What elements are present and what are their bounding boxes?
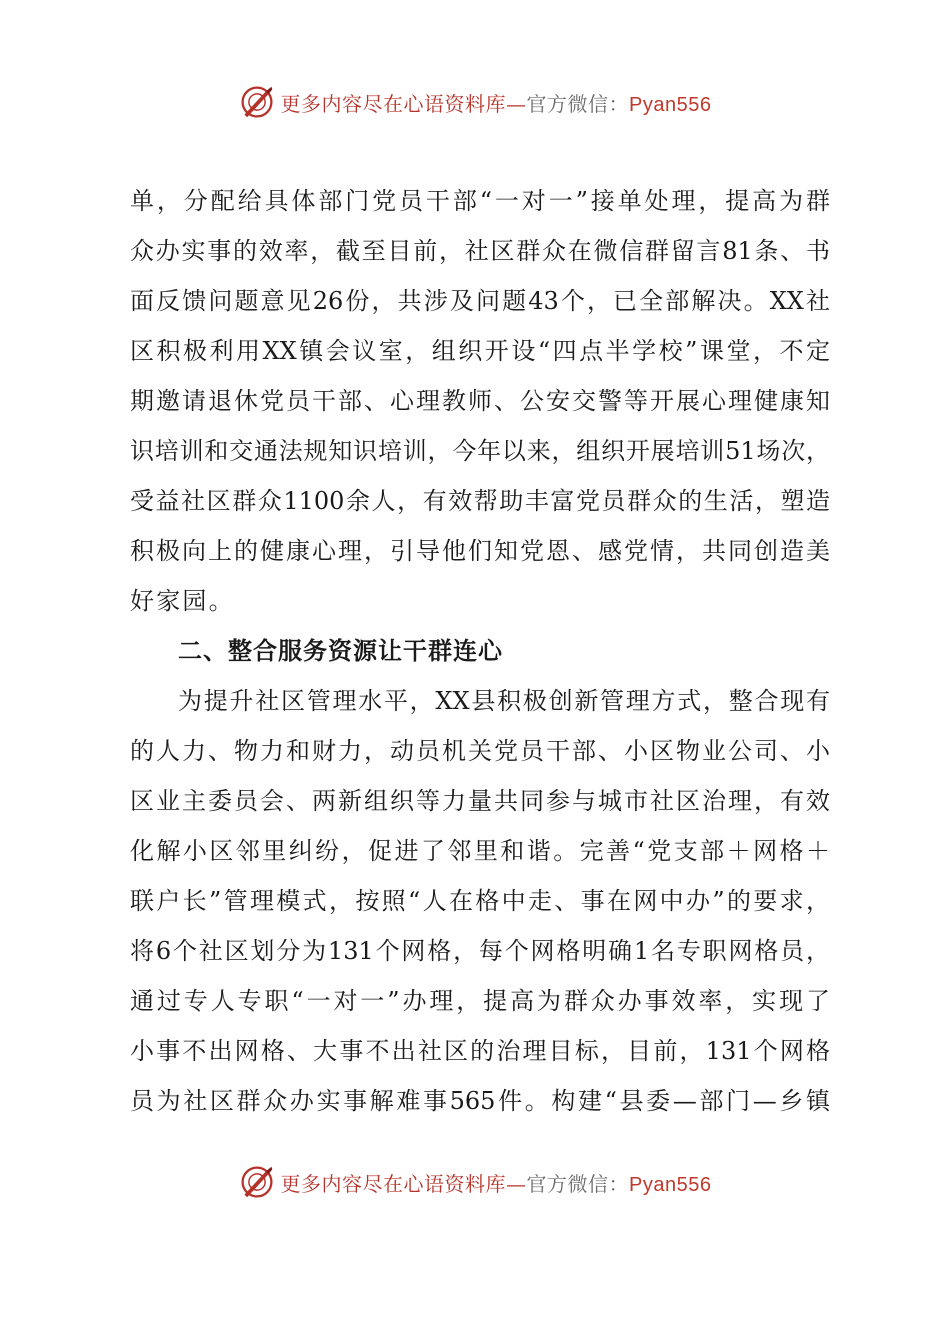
paragraph-line: 区业主委员会、两新组织等力量共同参与城市社区治理，有效: [130, 787, 830, 815]
footer-banner: [0, 1162, 950, 1202]
section-heading: 二、整合服务资源让干群连心: [178, 637, 503, 665]
footer-banner-text: [281, 1168, 712, 1197]
paragraph-line: 小事不出网格、大事不出社区的治理目标，目前，131个网格: [130, 1037, 830, 1065]
paragraph-line: 区积极利用XX镇会议室，组织开设“四点半学校”课堂，不定: [130, 337, 830, 365]
footer-banner-title: 更多内容尽在心语资料库—: [280, 1171, 527, 1196]
header-banner-text: [281, 88, 712, 117]
library-logo-icon: [239, 84, 275, 120]
header-banner-wechat-id: Pyan556: [629, 93, 712, 116]
footer-banner-inner: [239, 1164, 712, 1200]
paragraph-line: 面反馈问题意见26份，共涉及问题43个，已全部解决。XX社: [130, 287, 830, 315]
header-banner-inner: [239, 84, 712, 120]
library-logo-icon: [239, 1164, 275, 1200]
paragraph-line: 众办实事的效率，截至目前，社区群众在微信群留言81条、书: [130, 237, 830, 265]
paragraph-line: 期邀请退休党员干部、心理教师、公安交警等开展心理健康知: [130, 387, 830, 415]
paragraph-line: 通过专人专职“一对一”办理，提高为群众办事效率，实现了: [130, 987, 830, 1015]
paragraph-line: 的人力、物力和财力，动员机关党员干部、小区物业公司、小: [130, 737, 830, 765]
header-banner-title: 更多内容尽在心语资料库—: [280, 91, 527, 116]
paragraph-line: 积极向上的健康心理，引导他们知党恩、感党情，共同创造美: [130, 537, 830, 565]
paragraph-line: 识培训和交通法规知识培训，今年以来，组织开展培训51场次，: [130, 437, 830, 465]
footer-banner-wechat-id: Pyan556: [629, 1173, 712, 1196]
paragraph-line: 为提升社区管理水平，XX县积极创新管理方式，整合现有: [178, 687, 830, 715]
footer-banner-wechat-label: 官方微信：: [526, 1171, 630, 1196]
paragraph-line: 化解小区邻里纠纷，促进了邻里和谐。完善“党支部＋网格＋: [130, 837, 830, 865]
paragraph-line: 联户长”管理模式，按照“人在格中走、事在网中办”的要求，: [130, 887, 830, 915]
document-body: [130, 176, 830, 1126]
header-banner: [0, 82, 950, 122]
paragraph-line: 员为社区群众办实事解难事565件。构建“县委—部门—乡镇: [130, 1087, 830, 1115]
paragraph-line: 单，分配给具体部门党员干部“一对一”接单处理，提高为群: [130, 187, 830, 215]
paragraph-line: 好家园。: [130, 587, 235, 615]
paragraph-line: 将6个社区划分为131个网格，每个网格明确1名专职网格员，: [130, 937, 830, 965]
paragraph-line: 受益社区群众1100余人，有效帮助丰富党员群众的生活，塑造: [130, 487, 830, 515]
header-banner-wechat-label: 官方微信：: [526, 91, 630, 116]
